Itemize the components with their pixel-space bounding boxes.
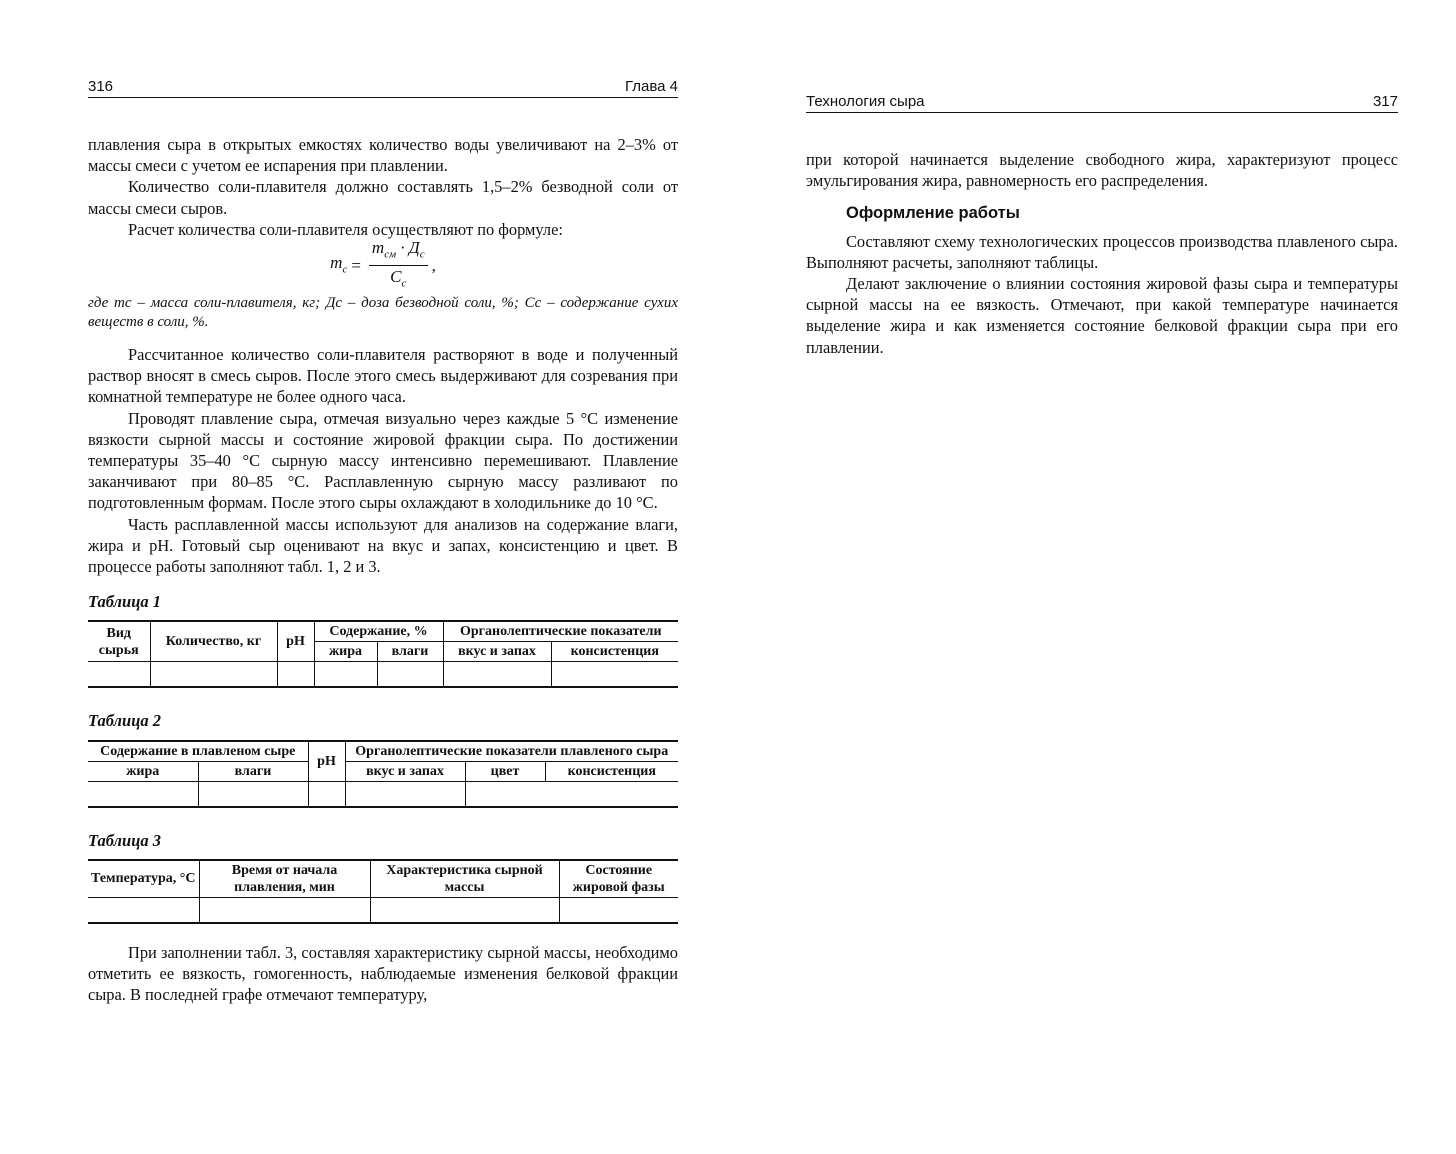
paragraph: Часть расплавленной массы используют для анализов на содержание влаги, жира и рН. Готовый сыр оценивают на вкус и запах, консистенцию и цвет. В процессе работы заполняют табл. 1, 2 и 3. [88, 514, 678, 577]
table-cell [370, 897, 559, 923]
left-page-body [88, 134, 678, 1005]
table-header-cell: жира [88, 761, 198, 781]
table-row [88, 662, 678, 688]
table-row [88, 781, 678, 807]
table-header-cell: консистенция [545, 761, 678, 781]
table-header-cell: Содержание в плавленом сыре [88, 741, 308, 762]
table-cell [559, 897, 678, 923]
table-header-cell: Вид сырья [88, 621, 150, 662]
table-cell [308, 781, 345, 807]
table-cell [551, 662, 678, 688]
running-title: Технология сыра [806, 93, 925, 110]
table-header-cell: рН [308, 741, 345, 782]
section-heading: Оформление работы [846, 204, 1020, 223]
right-page-body [806, 149, 1398, 358]
table-cell [88, 662, 150, 688]
formula-fraction [369, 238, 428, 294]
table-header-cell: Характеристика сырной массы [370, 860, 559, 898]
chapter-title: Глава 4 [624, 78, 678, 95]
paragraph: Количество соли-плавителя должно составлять 1,5–2% безводной соли от массы смеси сыров. [88, 177, 678, 218]
table-cell [345, 781, 465, 807]
table-header-cell: Органолептические показатели плавленого сыра [345, 741, 678, 762]
page-number: 317 [1372, 93, 1398, 110]
table-header-cell: вкус и запах [443, 642, 551, 662]
table-header-cell: вкус и запах [345, 761, 465, 781]
table1-title: Таблица 1 [88, 592, 162, 612]
table3-title: Таблица 3 [88, 830, 162, 850]
formula-equals: = [351, 256, 361, 276]
paragraph: Рассчитанное количество соли-плавителя растворяют в воде и полученный раствор вносят в смесь сыров. После этого смесь выдерживают для созревания при комнатной температуре не более одного часа. [88, 345, 678, 407]
table-cell [277, 662, 314, 688]
table-cell [198, 781, 308, 807]
table-header-cell: рН [277, 621, 314, 662]
table3 [88, 859, 678, 924]
running-head-left [88, 76, 678, 98]
table-header-cell: консистенция [551, 642, 678, 662]
formula-legend: где mс – масса соли-плавителя, кг; Дс – доза безводной соли, %; Cс – содержание сухих веществ в соли, %. [88, 295, 678, 331]
table-header-cell: Состояние жировой фазы [559, 860, 678, 898]
paragraph: Составляют схему технологических процессов производства плавленого сыра. Выполняют расчеты, заполняют таблицы. [806, 231, 1398, 272]
paragraph: Делают заключение о влиянии состояния жировой фазы сыра и температуры сырной массы на ее вязкость. Отмечают, при какой температуре начинается выделение жира и как изменяется состояние белковой фракции сыра при его плавлении. [806, 274, 1398, 357]
table-header-cell: Количество, кг [150, 621, 277, 662]
formula-lhs: $m_с$ [330, 252, 348, 276]
table-cell [465, 781, 678, 807]
table1 [88, 620, 678, 688]
table-header-cell: жира [314, 642, 377, 662]
table-header-cell: Время от начала плавления, мин [199, 860, 370, 898]
running-head-right [806, 91, 1398, 113]
table-cell [88, 781, 198, 807]
table-header-cell: влаги [377, 642, 443, 662]
table-header-cell: влаги [198, 761, 308, 781]
table-row [88, 897, 678, 923]
paragraph: при которой начинается выделение свободного жира, характеризуют процесс эмульгирования жира, равномерность его распределения. [806, 150, 1398, 191]
table-cell [314, 662, 377, 688]
paragraph: Проводят плавление сыра, отмечая визуально через каждые 5 °С изменение вязкости сырной массы и состояние жировой фракции сыра. По достижении температуры 35–40 °С сырную массу интенсивно перемешивают. Плавление заканчивают при 80–85 °С. Расплавленную сырную массу разливают по подготовленным формам. После этого сыры охлаждают в холодильнике до 10 °С. [88, 408, 678, 513]
table-header-cell: Содержание, % [314, 621, 443, 642]
table-cell [199, 897, 370, 923]
paragraph: плавления сыра в открытых емкостях количество воды увеличивают на 2–3% от массы смеси с учетом ее испарения при плавлении. [88, 135, 678, 176]
table2-title: Таблица 2 [88, 711, 162, 731]
table2 [88, 740, 678, 808]
table-cell [443, 662, 551, 688]
table-cell [377, 662, 443, 688]
table-header-cell: цвет [465, 761, 545, 781]
formula [88, 238, 678, 290]
table-header-cell: Органолептические показатели [443, 621, 678, 642]
formula-comma: , [431, 256, 436, 276]
paragraph: При заполнении табл. 3, составляя характеристику сырной массы, необходимо отметить ее вязкость, гомогенность, наблюдаемые изменения белковой фракции сыра. В последней графе отмечают температуру, [88, 942, 678, 1005]
table-cell [150, 662, 277, 688]
formula-denominator: $C_с$ [390, 266, 407, 289]
table-header-cell: Температура, °С [88, 860, 199, 898]
table-cell [88, 897, 199, 923]
page-number: 316 [88, 78, 114, 95]
paragraph: Расчет количества соли-плавителя осуществляют по формуле: [128, 219, 563, 239]
formula-numerator: $m_{см} \cdot Д_с$ [369, 238, 428, 265]
